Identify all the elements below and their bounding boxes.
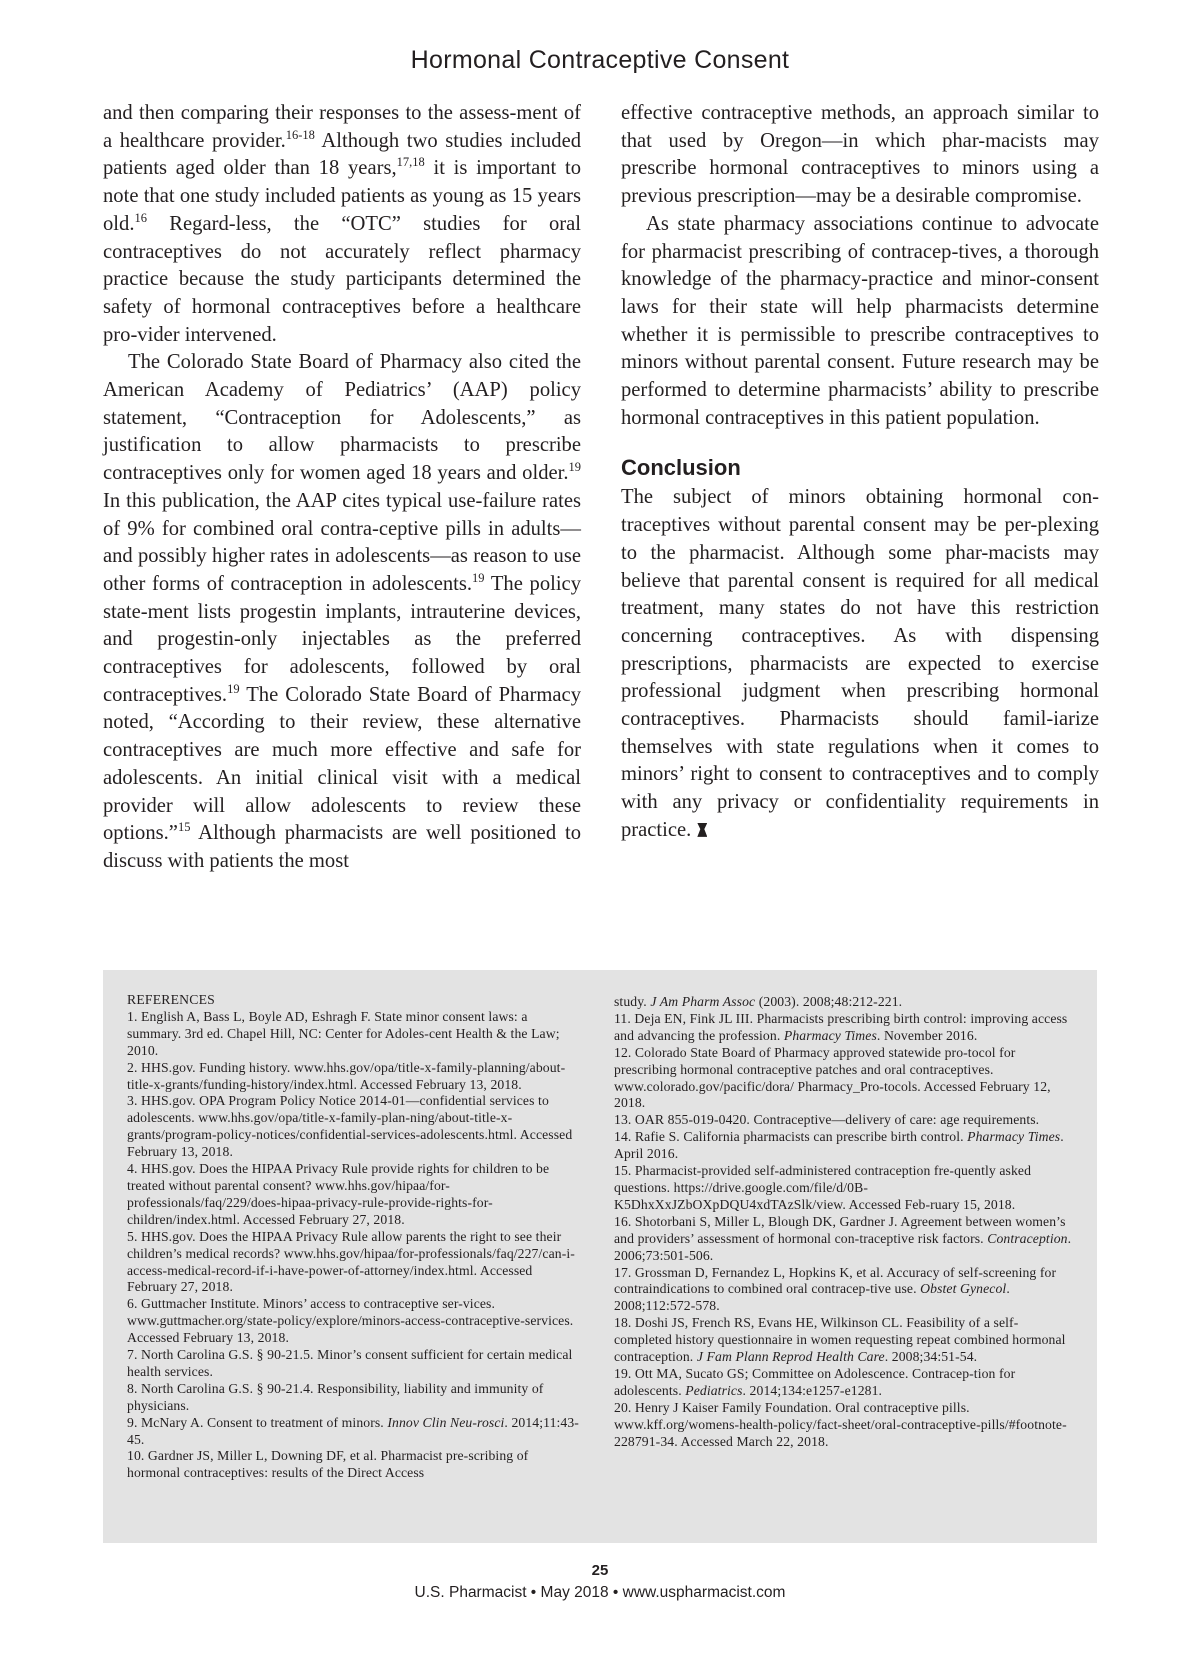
reference-item: 9. McNary A. Consent to treatment of minors. Innov Clin Neu-rosci. 2014;11:43-45.	[127, 1414, 579, 1447]
body-paragraph: The Colorado State Board of Pharmacy also cited the American Academy of Pediatrics’ (AAP) policy statement, “Contraception for Adolescents,” as justification to allow pharmacists to prescribe contraceptives only for women aged 18 years and older.$^{19}$ In this publication, the AAP cites typical use-failure rates of 9% for combined oral contra-ceptive pills in adults—and possibly higher rates in adolescents—as reason to use other forms of contraception in adolescents.$^{19}$ The policy state-ment lists progestin implants, intrauterine devices, and progestin-only injectables as the preferred contraceptives for adolescents, followed by oral contraceptives.$^{19}$ The Colorado State Board of Pharmacy noted, “According to their review, these alternative contraceptives are much more effective and safe for adolescents. An initial clinical visit with a medical provider will allow adolescents to review these options.”$^{15}$ Although pharmacists are well positioned to discuss with patients the most	[103, 351, 581, 872]
footer-publication-line: U.S. Pharmacist • May 2018 • www.uspharmacist.com	[414, 1584, 786, 1601]
body-paragraph: effective contraceptive methods, an approach similar to that used by Oregon—in which phar-macists may prescribe hormonal contraceptives to minors using a previous prescription—may be a desirable compromise.	[621, 102, 1099, 208]
citation-superscript: 19	[472, 570, 485, 585]
reference-item: 10. Gardner JS, Miller L, Downing DF, et al. Pharmacist pre-scribing of hormonal contraceptives: results of the Direct Access	[127, 1448, 529, 1481]
references-left-column	[127, 992, 585, 1482]
reference-item: 20. Henry J Kaiser Family Foundation. Oral contraceptive pills. www.kff.org/womens-health-policy/fact-sheet/oral-contraceptive-pills/#footnote-228791-34. Accessed March 22, 2018.	[614, 1399, 1067, 1449]
reference-item: 19. Ott MA, Sucato GS; Committee on Adolescence. Contracep-tion for adolescents. Pediatrics. 2014;134:e1257-e1281.	[614, 1365, 1016, 1398]
citation-superscript: 15	[177, 820, 191, 835]
reference-item: 13. OAR 855-019-0420. Contraceptive—delivery of care: age requirements.	[614, 1112, 1040, 1128]
reference-item: 6. Guttmacher Institute. Minors’ access to contraceptive ser-vices. www.guttmacher.org/state-policy/explore/minors-access-contraceptive-services. Accessed February 13, 2018.	[127, 1296, 574, 1346]
citation-superscript: 19	[227, 681, 240, 696]
reference-item: 8. North Carolina G.S. § 90-21.4. Responsibility, liability and immunity of physicians.	[127, 1380, 544, 1413]
reference-item: 15. Pharmacist-provided self-administered contraception fre-quently asked questions. https://drive.google.com/file/d/0B-K5DhxXxJZbOXpDQU4xdTAzSlk/view. Accessed Feb-ruary 15, 2018.	[614, 1163, 1032, 1212]
citation-superscript: 16-18	[285, 127, 315, 142]
body-paragraph: and then comparing their responses to the assess-ment of a healthcare provider.$^{16-18}$ Although two studies included patients aged older than 18 years,$^{17,18}$ it is important to note that one study included patients as young as 15 years old.$^{16}$ Regard-less, the “OTC” studies for oral contraceptives do not accurately reflect pharmacy practice because the study participants determined the safety of hormonal contraceptives before a healthcare pro-vider intervened.	[103, 102, 582, 346]
reference-item: 18. Doshi JS, French RS, Evans HE, Wilkinson CL. Feasibility of a self-completed history questionnaire in women requesting repeat combined hormonal contraception. J Fam Plann Reprod Health Care. 2008;34:51-54.	[614, 1315, 1066, 1365]
reference-item: 3. HHS.gov. OPA Program Policy Notice 2014-01—confidential services to adolescents. www.hhs.gov/opa/title-x-family-plan-ning/about-title-x-grants/program-policy-notices/confidential-services-adolescents.html. Accessed February 13, 2018.	[127, 1093, 573, 1160]
reference-item: 11. Deja EN, Fink JL III. Pharmacists prescribing birth control: improving access and advancing the profession. Pharmacy Times. November 2016.	[614, 1010, 1068, 1043]
running-head-title: Hormonal Contraceptive Consent	[410, 46, 790, 74]
citation-superscript: 17,18	[396, 155, 425, 170]
article-end-icon	[697, 823, 707, 837]
reference-item: 14. Rafie S. California pharmacists can prescribe birth control. Pharmacy Times. April 2016.	[614, 1129, 1064, 1162]
page-number: 25	[591, 1562, 609, 1579]
body-paragraph: As state pharmacy associations continue to advocate for pharmacist prescribing of contracep-tives, a thorough knowledge of the pharmacy-practice and minor-consent laws for their state will help pharmacists determine whether it is permissible to prescribe contraceptives to minors without parental consent. Future research may be performed to determine pharmacists’ ability to prescribe hormonal contraceptives in this patient population.	[621, 212, 1099, 429]
reference-item: 2. HHS.gov. Funding history. www.hhs.gov/opa/title-x-family-planning/about-title-x-grants/funding-history/index.html. Accessed February 13, 2018.	[127, 1059, 566, 1092]
references-right-column	[614, 994, 1072, 1450]
citation-superscript: 19	[568, 460, 581, 475]
reference-item: 1. English A, Bass L, Boyle AD, Eshragh F. State minor consent laws: a summary. 3rd ed. Chapel Hill, NC: Center for Adoles-cent Health & the Law; 2010.	[127, 1008, 560, 1058]
reference-item: 4. HHS.gov. Does the HIPAA Privacy Rule provide rights for children to be treated without parental consent? www.hhs.gov/hipaa/for-professionals/faq/229/does-hipaa-privacy-rule-provide-rights-for-children/index.html. Accessed February 27, 2018.	[127, 1161, 550, 1227]
reference-item: 17. Grossman D, Fernandez L, Hopkins K, et al. Accuracy of self-screening for contraindications to combined oral contracep-tive use. Obstet Gynecol. 2008;112:572-578.	[614, 1264, 1057, 1314]
reference-item: 7. North Carolina G.S. § 90-21.5. Minor’s consent sufficient for certain medical health services.	[127, 1347, 573, 1379]
references-box	[103, 970, 1097, 1543]
section-heading-conclusion: Conclusion	[621, 455, 741, 481]
right-column	[621, 100, 1099, 845]
reference-item: study. J Am Pharm Assoc (2003). 2008;48:212-221.	[614, 994, 903, 1009]
conclusion-paragraph: The subject of minors obtaining hormonal con-traceptives without parental consent may be per-plexing to the pharmacist. Although some phar-macists may believe that parental consent is required for all medical treatment, many states do not have this restriction concerning contraceptives. As with dispensing prescriptions, pharmacists are expected to exercise professional judgment when prescribing hormonal contraceptives. Pharmacists should famil-iarize themselves with state regulations when it comes to minors’ right to consent to contraceptives and to comply with any privacy or confidentiality requirements in practice.	[621, 486, 1099, 841]
left-column	[103, 100, 581, 876]
reference-item: 12. Colorado State Board of Pharmacy approved statewide pro-tocol for prescribing hormonal contraceptive patches and oral contraceptives. www.colorado.gov/pacific/dora/ Pharmacy_Pro-tocols. Accessed February 12, 2018.	[614, 1044, 1051, 1111]
reference-item: 16. Shotorbani S, Miller L, Blough DK, Gardner J. Agreement between women’s and providers’ assessment of hormonal con-traceptive risk factors. Contraception. 2006;73:501-506.	[614, 1213, 1072, 1263]
references-title: REFERENCES	[127, 992, 215, 1007]
citation-superscript: 16	[134, 210, 147, 225]
reference-item: 5. HHS.gov. Does the HIPAA Privacy Rule allow parents the right to see their children’s medical records? www.hhs.gov/hipaa/for-professionals/faq/227/can-i-access-medical-record-if-i-have-power-of-attorney/index.html. Accessed February 27, 2018.	[127, 1228, 575, 1295]
